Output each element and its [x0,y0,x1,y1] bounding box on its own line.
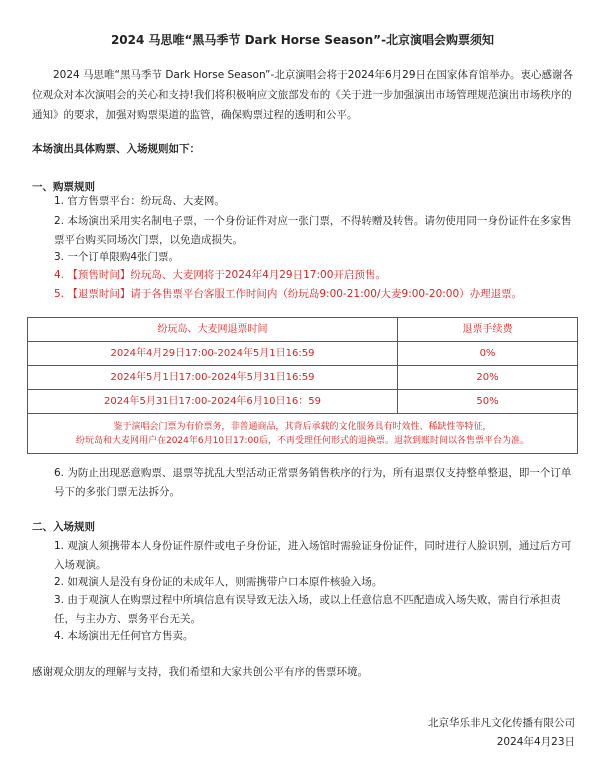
refund-fee-table [27,317,578,454]
refund-note-2: 纷玩岛和大麦网用户在2024年6月10日17:00后，不再受理任何形式的退换票。退款到账时间以各售票平台为准。 [75,435,530,446]
entry-rules-heading: 二、入场规则 [32,521,95,533]
header-refund-fee: 退票手续费 [398,318,578,342]
entry-rule-2: 2. 如观演人是没有身份证的未成年人，则需携带户口本原件核验入场。 [54,576,383,588]
refund-fee-cell: 20% [398,366,578,390]
refund-notes-cell [28,414,578,454]
refund-period-cell: 2024年4月29日17:00-2024年5月1日16:59 [28,342,398,366]
table-header-row [28,318,578,342]
purchase-rules-heading: 一、购票规则 [32,181,95,193]
refund-note-1: 鉴于演唱会门票为有价票务，非普通商品，其背后承载的文化服务具有时效性、稀缺性等特征， [113,421,492,432]
purchase-rule-2: 2. 本场演出采用实名制电子票，一个身份证件对应一张门票，不得转赠及转售。请勿使用同一身份证件在多家售票平台购买同场次门票，以免造成损失。 [54,215,572,246]
refund-fee-cell: 0% [398,342,578,366]
purchase-rule-4-presale: 4. 【预售时间】纷玩岛、大麦网将于2024年4月29日17:00开启预售。 [54,269,386,281]
company-signature: 北京华乐非凡文化传播有限公司 [428,717,575,729]
entry-rule-1: 1. 观演人须携带本人身份证件原件或电子身份证，进入场馆时需验证身份证件，同时进行人脸识别，通过后方可入场观演。 [54,540,572,571]
refund-fee-cell: 50% [398,390,578,414]
page-title: 2024 马思唯“黑马季节 Dark Horse Season”-北京演唱会购票须知 [110,33,495,47]
refund-period-cell: 2024年5月1日17:00-2024年5月31日16:59 [28,366,398,390]
header-refund-period: 纷玩岛、大麦网退票时间 [28,318,398,342]
purchase-rule-1: 1. 官方售票平台：纷玩岛、大麦网。 [54,195,225,207]
closing-paragraph: 感谢观众朋友的理解与支持，我们希望和大家共创公平有序的售票环境。 [32,666,368,678]
entry-rule-3: 3. 由于观演人在购票过程中所填信息有误导致无法入场，或以上任意信息不匹配造成入场失败，需自行承担责任，与主办方、票务平台无关。 [54,594,561,625]
table-row [28,366,578,390]
refund-period-cell: 2024年5月31日17:00-2024年6月10日16：59 [28,390,398,414]
entry-rule-4: 4. 本场演出无任何官方售卖。 [54,630,194,642]
table-row [28,390,578,414]
purchase-rule-5-refund: 5. 【退票时间】请于各售票平台客服工作时间内（纷玩岛9:00-21:00/大麦9:00-20:00）办理退票。 [54,288,523,300]
purchase-rule-6: 6. 为防止出现恶意购票、退票等扰乱大型活动正常票务销售秩序的行为，所有退票仅支持整单整退，即一个订单号下的多张门票无法拆分。 [54,467,572,498]
intro-paragraph: 2024 马思唯“黑马季节 Dark Horse Season”-北京演唱会将于2024年6月29日在国家体育馆举办。衷心感谢各位观众对本次演唱会的关心和支持!我们将积极响应文旅部发布的《关于进一步加强演出市场管理规范演出市场秩序的通知》的要求，加强对购票渠道的监管，确保购票过程的透明和公平。 [32,69,574,121]
purchase-rule-3: 3. 一个订单限购4张门票。 [54,251,180,263]
signature-date: 2024年4月23日 [496,736,575,748]
table-row [28,342,578,366]
rules-heading: 本场演出具体购票、入场规则如下： [32,143,200,155]
table-notes-row [28,414,578,454]
